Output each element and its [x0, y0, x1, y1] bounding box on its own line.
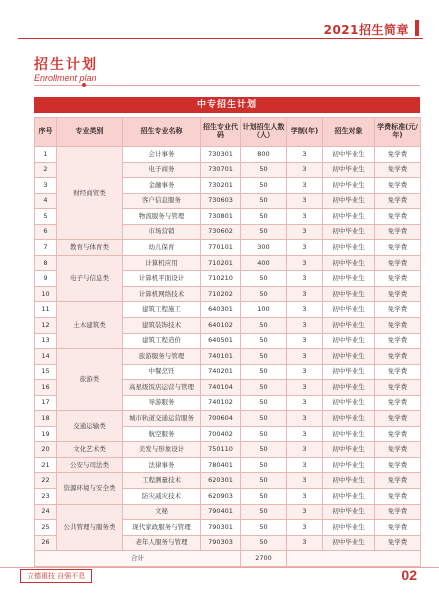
- table-row: [35, 349, 421, 365]
- years-cell: 3: [287, 318, 323, 334]
- row-no-cell: 5: [35, 209, 57, 225]
- plan-count-cell: 50: [241, 178, 287, 194]
- row-no-cell: 24: [35, 504, 57, 520]
- plan-count-cell: 50: [241, 535, 287, 551]
- plan-count-cell: 50: [241, 473, 287, 489]
- fee-cell: 免学费: [375, 411, 421, 427]
- fee-cell: 免学费: [375, 209, 421, 225]
- major-name-cell: 高星级饭店运营与管理: [123, 380, 201, 396]
- major-code-cell: 770101: [201, 240, 241, 256]
- fee-cell: 免学费: [375, 147, 421, 163]
- years-cell: 3: [287, 209, 323, 225]
- major-name-cell: 防灾减灾技术: [123, 489, 201, 505]
- major-code-cell: 640501: [201, 333, 241, 349]
- years-cell: 3: [287, 302, 323, 318]
- major-code-cell: 710201: [201, 255, 241, 271]
- row-no-cell: 1: [35, 147, 57, 163]
- target-cell: 初中毕业生: [323, 302, 375, 318]
- enrollment-table: [34, 117, 421, 567]
- years-cell: 3: [287, 147, 323, 163]
- major-code-cell: 640102: [201, 318, 241, 334]
- major-name-cell: 现代家政服务与管理: [123, 520, 201, 536]
- plan-count-cell: 50: [241, 349, 287, 365]
- fee-cell: 免学费: [375, 364, 421, 380]
- document-title: 2021招生简章: [323, 23, 409, 37]
- major-code-cell: 730801: [201, 209, 241, 225]
- major-name-cell: 客户信息服务: [123, 193, 201, 209]
- major-code-cell: 740201: [201, 364, 241, 380]
- plan-count-cell: 50: [241, 411, 287, 427]
- row-no-cell: 8: [35, 255, 57, 271]
- row-no-cell: 2: [35, 162, 57, 178]
- row-no-cell: 9: [35, 271, 57, 287]
- major-code-cell: 730701: [201, 162, 241, 178]
- plan-count-cell: 50: [241, 162, 287, 178]
- plan-count-cell: 300: [241, 240, 287, 256]
- fee-cell: 免学费: [375, 193, 421, 209]
- years-cell: 3: [287, 504, 323, 520]
- target-cell: 初中毕业生: [323, 364, 375, 380]
- header-no: 序号: [35, 118, 57, 147]
- row-no-cell: 25: [35, 520, 57, 536]
- row-no-cell: 22: [35, 473, 57, 489]
- major-code-cell: 640301: [201, 302, 241, 318]
- target-cell: 初中毕业生: [323, 224, 375, 240]
- major-code-cell: 730603: [201, 193, 241, 209]
- plan-count-cell: 50: [241, 457, 287, 473]
- major-code-cell: 790303: [201, 535, 241, 551]
- years-cell: 3: [287, 240, 323, 256]
- header-category: 专业类别: [57, 118, 123, 147]
- table-row: [35, 442, 421, 458]
- years-cell: 3: [287, 426, 323, 442]
- total-label: 合计: [35, 551, 241, 567]
- years-cell: 3: [287, 395, 323, 411]
- major-code-cell: 730602: [201, 224, 241, 240]
- major-name-cell: 市场营销: [123, 224, 201, 240]
- years-cell: 3: [287, 535, 323, 551]
- major-name-cell: 航空服务: [123, 426, 201, 442]
- table-row: [35, 240, 421, 256]
- fee-cell: 免学费: [375, 473, 421, 489]
- row-no-cell: 3: [35, 178, 57, 194]
- years-cell: 3: [287, 364, 323, 380]
- major-name-cell: 幼儿保育: [123, 240, 201, 256]
- years-cell: 3: [287, 520, 323, 536]
- table-row: [35, 473, 421, 489]
- total-plan: 2700: [241, 551, 287, 567]
- major-code-cell: 700402: [201, 426, 241, 442]
- major-name-cell: 中餐烹饪: [123, 364, 201, 380]
- category-cell: 文化艺术类: [57, 442, 123, 458]
- target-cell: 初中毕业生: [323, 286, 375, 302]
- table-row: [35, 411, 421, 427]
- table-header-row: [35, 118, 421, 147]
- row-no-cell: 21: [35, 457, 57, 473]
- fee-cell: 免学费: [375, 286, 421, 302]
- target-cell: 初中毕业生: [323, 411, 375, 427]
- plan-count-cell: 50: [241, 209, 287, 225]
- major-code-cell: 790301: [201, 520, 241, 536]
- plan-count-cell: 100: [241, 302, 287, 318]
- major-code-cell: 710210: [201, 271, 241, 287]
- major-name-cell: 计算机应用: [123, 255, 201, 271]
- major-code-cell: 740104: [201, 380, 241, 396]
- fee-cell: 免学费: [375, 255, 421, 271]
- category-cell: 旅游类: [57, 349, 123, 411]
- major-name-cell: 城市轨道交通运营服务: [123, 411, 201, 427]
- major-code-cell: 620903: [201, 489, 241, 505]
- total-empty: [287, 551, 421, 567]
- row-no-cell: 23: [35, 489, 57, 505]
- years-cell: 3: [287, 457, 323, 473]
- plan-count-cell: 50: [241, 504, 287, 520]
- category-cell: 公安与司法类: [57, 457, 123, 473]
- target-cell: 初中毕业生: [323, 349, 375, 365]
- major-code-cell: 780401: [201, 457, 241, 473]
- major-name-cell: 建筑装饰技术: [123, 318, 201, 334]
- row-no-cell: 7: [35, 240, 57, 256]
- row-no-cell: 17: [35, 395, 57, 411]
- years-cell: 3: [287, 162, 323, 178]
- major-code-cell: 740101: [201, 349, 241, 365]
- target-cell: 初中毕业生: [323, 178, 375, 194]
- fee-cell: 免学费: [375, 178, 421, 194]
- target-cell: 初中毕业生: [323, 395, 375, 411]
- plan-count-cell: 50: [241, 489, 287, 505]
- plan-count-cell: 50: [241, 426, 287, 442]
- major-code-cell: 620301: [201, 473, 241, 489]
- target-cell: 初中毕业生: [323, 380, 375, 396]
- category-cell: 公共管理与服务类: [57, 504, 123, 551]
- category-cell: 电子与信息类: [57, 255, 123, 302]
- target-cell: 初中毕业生: [323, 489, 375, 505]
- table-row: [35, 147, 421, 163]
- target-cell: 初中毕业生: [323, 271, 375, 287]
- page-header: [0, 0, 439, 44]
- fee-cell: 免学费: [375, 271, 421, 287]
- major-name-cell: 会计事务: [123, 147, 201, 163]
- row-no-cell: 16: [35, 380, 57, 396]
- table-row: [35, 457, 421, 473]
- target-cell: 初中毕业生: [323, 209, 375, 225]
- row-no-cell: 12: [35, 318, 57, 334]
- row-no-cell: 14: [35, 349, 57, 365]
- major-name-cell: 建筑工程造价: [123, 333, 201, 349]
- plan-count-cell: 50: [241, 286, 287, 302]
- years-cell: 3: [287, 473, 323, 489]
- fee-cell: 免学费: [375, 333, 421, 349]
- fee-cell: 免学费: [375, 349, 421, 365]
- years-cell: 3: [287, 411, 323, 427]
- table-total-row: [35, 551, 421, 567]
- table-row: [35, 302, 421, 318]
- fee-cell: 免学费: [375, 395, 421, 411]
- fee-cell: 免学费: [375, 426, 421, 442]
- plan-count-cell: 50: [241, 442, 287, 458]
- target-cell: 初中毕业生: [323, 442, 375, 458]
- plan-count-cell: 50: [241, 271, 287, 287]
- target-cell: 初中毕业生: [323, 520, 375, 536]
- plan-count-cell: 50: [241, 224, 287, 240]
- fee-cell: 免学费: [375, 489, 421, 505]
- major-name-cell: 美发与形象设计: [123, 442, 201, 458]
- row-no-cell: 4: [35, 193, 57, 209]
- major-name-cell: 工程测量技术: [123, 473, 201, 489]
- footer-motto: 立德重技 自强不息: [20, 569, 92, 583]
- years-cell: 3: [287, 271, 323, 287]
- major-code-cell: 700604: [201, 411, 241, 427]
- fee-cell: 免学费: [375, 442, 421, 458]
- row-no-cell: 18: [35, 411, 57, 427]
- row-no-cell: 10: [35, 286, 57, 302]
- major-name-cell: 金融事务: [123, 178, 201, 194]
- major-name-cell: 计算机网络技术: [123, 286, 201, 302]
- header-fee: 学费标准(元/年): [375, 118, 421, 147]
- fee-cell: 免学费: [375, 457, 421, 473]
- fee-cell: 免学费: [375, 380, 421, 396]
- target-cell: 初中毕业生: [323, 193, 375, 209]
- target-cell: 初中毕业生: [323, 333, 375, 349]
- years-cell: 3: [287, 380, 323, 396]
- fee-cell: 免学费: [375, 535, 421, 551]
- target-cell: 初中毕业生: [323, 473, 375, 489]
- row-no-cell: 19: [35, 426, 57, 442]
- plan-count-cell: 50: [241, 364, 287, 380]
- section-divider-dot: [82, 83, 86, 87]
- section-divider: [34, 85, 420, 86]
- plan-count-cell: 400: [241, 255, 287, 271]
- years-cell: 3: [287, 224, 323, 240]
- table-banner: 中专招生计划: [34, 97, 420, 113]
- header-accent: [415, 20, 419, 36]
- row-no-cell: 6: [35, 224, 57, 240]
- category-cell: 资源环境与安全类: [57, 473, 123, 504]
- major-code-cell: 750110: [201, 442, 241, 458]
- footer-divider: [0, 567, 439, 568]
- years-cell: 3: [287, 333, 323, 349]
- fee-cell: 免学费: [375, 318, 421, 334]
- years-cell: 3: [287, 255, 323, 271]
- major-name-cell: 电子商务: [123, 162, 201, 178]
- plan-count-cell: 50: [241, 193, 287, 209]
- target-cell: 初中毕业生: [323, 318, 375, 334]
- row-no-cell: 26: [35, 535, 57, 551]
- section-subtitle: Enrollment plan: [34, 73, 97, 83]
- fee-cell: 免学费: [375, 162, 421, 178]
- fee-cell: 免学费: [375, 504, 421, 520]
- header-major-code: 招生专业代码: [201, 118, 241, 147]
- fee-cell: 免学费: [375, 224, 421, 240]
- target-cell: 初中毕业生: [323, 426, 375, 442]
- target-cell: 初中毕业生: [323, 162, 375, 178]
- table-row: [35, 504, 421, 520]
- target-cell: 初中毕业生: [323, 255, 375, 271]
- header-plan: 计划招生人数（人）: [241, 118, 287, 147]
- fee-cell: 免学费: [375, 302, 421, 318]
- major-code-cell: 790401: [201, 504, 241, 520]
- plan-count-cell: 50: [241, 318, 287, 334]
- table-row: [35, 255, 421, 271]
- page-number: 02: [401, 567, 417, 583]
- header-major-name: 招生专业名称: [123, 118, 201, 147]
- major-name-cell: 导游服务: [123, 395, 201, 411]
- fee-cell: 免学费: [375, 520, 421, 536]
- major-name-cell: 文秘: [123, 504, 201, 520]
- years-cell: 3: [287, 178, 323, 194]
- major-code-cell: 740102: [201, 395, 241, 411]
- target-cell: 初中毕业生: [323, 147, 375, 163]
- plan-count-cell: 50: [241, 333, 287, 349]
- row-no-cell: 13: [35, 333, 57, 349]
- section-title: 招生计划: [34, 57, 98, 73]
- category-cell: 教育与体育类: [57, 240, 123, 256]
- fee-cell: 免学费: [375, 240, 421, 256]
- header-divider: [18, 38, 423, 39]
- target-cell: 初中毕业生: [323, 504, 375, 520]
- major-name-cell: 建筑工程施工: [123, 302, 201, 318]
- major-code-cell: 730301: [201, 147, 241, 163]
- row-no-cell: 15: [35, 364, 57, 380]
- years-cell: 3: [287, 442, 323, 458]
- major-name-cell: 旅游服务与管理: [123, 349, 201, 365]
- plan-count-cell: 50: [241, 380, 287, 396]
- table-body: [35, 147, 421, 567]
- years-cell: 3: [287, 286, 323, 302]
- plan-count-cell: 50: [241, 395, 287, 411]
- years-cell: 3: [287, 193, 323, 209]
- target-cell: 初中毕业生: [323, 457, 375, 473]
- major-name-cell: 物流服务与管理: [123, 209, 201, 225]
- major-name-cell: 法律事务: [123, 457, 201, 473]
- category-cell: 交通运输类: [57, 411, 123, 442]
- row-no-cell: 20: [35, 442, 57, 458]
- major-code-cell: 730201: [201, 178, 241, 194]
- plan-count-cell: 50: [241, 520, 287, 536]
- major-code-cell: 710202: [201, 286, 241, 302]
- major-name-cell: 计算机平面设计: [123, 271, 201, 287]
- category-cell: 财经商贸类: [57, 147, 123, 240]
- plan-count-cell: 800: [241, 147, 287, 163]
- years-cell: 3: [287, 489, 323, 505]
- category-cell: 土木建筑类: [57, 302, 123, 349]
- header-target: 招生对象: [323, 118, 375, 147]
- years-cell: 3: [287, 349, 323, 365]
- target-cell: 初中毕业生: [323, 240, 375, 256]
- row-no-cell: 11: [35, 302, 57, 318]
- major-name-cell: 老年人服务与管理: [123, 535, 201, 551]
- target-cell: 初中毕业生: [323, 535, 375, 551]
- header-years: 学制(年): [287, 118, 323, 147]
